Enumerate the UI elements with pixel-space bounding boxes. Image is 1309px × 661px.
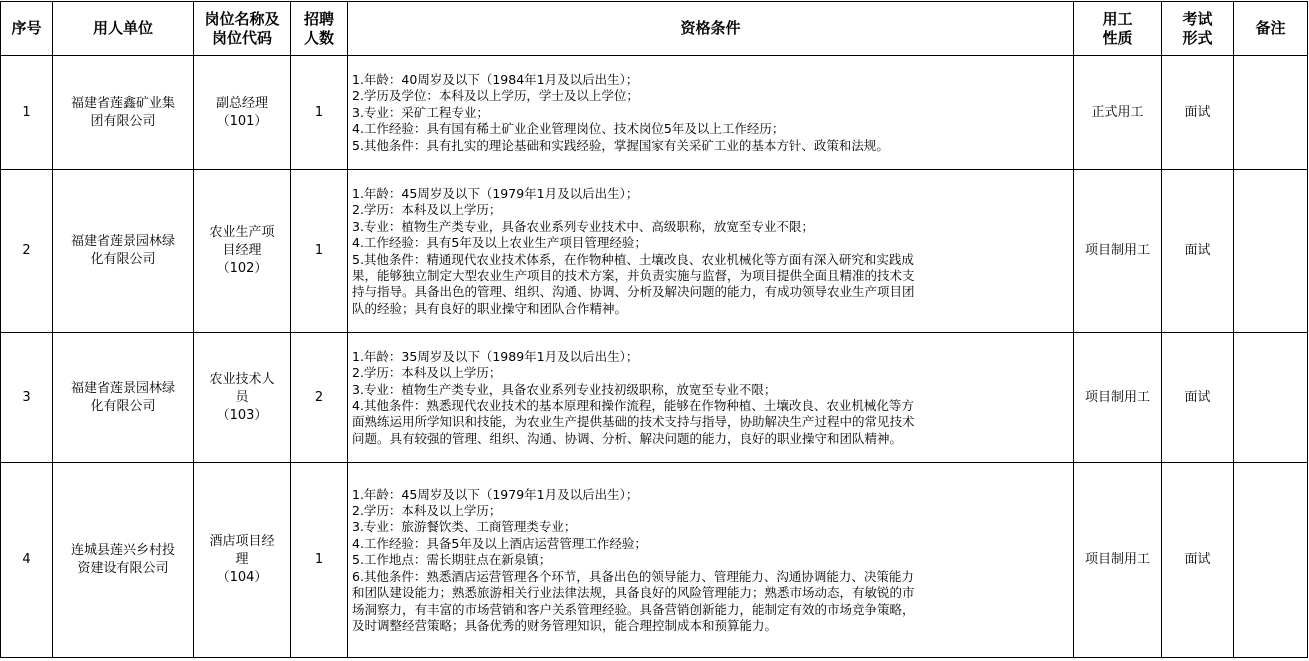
row-requirements: [348, 56, 1074, 170]
requirement-line: 4.其他条件：熟悉现代农业技术的基本原理和操作流程，能够在作物种植、土壤改良、农业机械化等方: [352, 398, 914, 413]
row-count: 1: [291, 463, 348, 658]
header-type-line: 性质: [1102, 28, 1133, 47]
requirement-line: 场洞察力，有丰富的市场营销和客户关系管理经验。具备营销创新能力，能制定有效的市场竞争策略，: [352, 601, 915, 617]
requirement-line: 5.工作地点：需长期驻点在新泉镇；: [352, 552, 552, 568]
header-seq: 序号: [1, 2, 53, 56]
row-requirements: [348, 170, 1074, 333]
header-position-line: 岗位名称及: [204, 9, 280, 28]
row-type: 项目制用工: [1074, 170, 1162, 333]
row-remarks: [1234, 333, 1308, 463]
requirement-line: 5.其他条件：具有扎实的理论基础和实践经验，掌握国家有关采矿工业的基本方针、政策和法规。: [352, 137, 889, 153]
header-exam-line: 考试: [1182, 9, 1213, 28]
requirement-line: 2.学历：本科及以上学历；: [352, 503, 502, 519]
requirement-line: 1.年龄：45周岁及以下（1979年1月及以后出生）；: [352, 185, 639, 201]
row-unit: [53, 170, 194, 333]
table-row: [1, 170, 1308, 333]
row-remarks: [1234, 56, 1308, 170]
header-requirements: 资格条件: [348, 2, 1074, 56]
row-count: 1: [291, 170, 348, 333]
header-type-line: 用工: [1102, 9, 1133, 28]
row-seq: 4: [1, 463, 53, 658]
row-position-line: 目经理: [222, 243, 262, 258]
requirement-line: 持与指导。具备出色的管理、组织、沟通、协调、分析及解决问题的能力，有成功领导农业生产项目团: [352, 284, 915, 300]
header-position-line: 岗位代码: [211, 28, 272, 47]
table-row: [1, 463, 1308, 658]
row-requirements: [348, 333, 1074, 463]
row-exam: 面试: [1162, 463, 1234, 658]
header-unit: 用人单位: [53, 2, 194, 56]
requirement-line: 2.学历：本科及以上学历；: [352, 365, 502, 381]
row-position: [194, 463, 291, 658]
requirement-line: 3.专业：采矿工程专业；: [352, 104, 489, 120]
requirement-line: 5.其他条件：精通现代农业技术体系，在作物种植、土壤改良、农业机械化等方面有深入研究和实践成: [352, 251, 914, 267]
row-type: 项目制用工: [1074, 463, 1162, 658]
recruitment-table: [0, 1, 1308, 658]
requirement-line: 3.专业：植物生产类专业，具备农业系列专业技术中、高级职称，放宽至专业不限；: [352, 218, 814, 234]
requirement-line: 6.其他条件：熟悉酒店运营管理各个环节，具备出色的领导能力、管理能力、沟通协调能力、决策能力: [352, 568, 914, 584]
requirement-line: 面熟练运用所学知识和技能，为农业生产提供基础的技术支持与指导，协助解决生产过程中的常见技术: [352, 414, 915, 430]
row-position-line: 农业技术人: [209, 371, 275, 387]
table-row: [1, 333, 1308, 463]
row-unit: [53, 56, 194, 170]
row-unit-line: 福建省莲景园林绿: [70, 380, 175, 396]
row-exam: 面试: [1162, 333, 1234, 463]
row-position-line: （103）: [216, 407, 268, 423]
row-requirements: [348, 463, 1074, 658]
row-position-line: 农业生产项: [209, 225, 275, 240]
row-position-line: （101）: [216, 113, 268, 129]
header-exam: [1162, 2, 1234, 56]
row-remarks: [1234, 463, 1308, 658]
row-unit-line: 资建设有限公司: [77, 561, 169, 576]
row-position-line: 酒店项目经: [209, 534, 275, 549]
header-exam-line: 形式: [1182, 28, 1213, 47]
header-type: [1074, 2, 1162, 56]
header-position: [194, 2, 291, 56]
header-row: [1, 2, 1308, 56]
row-position-line: 副总经理: [215, 95, 268, 111]
requirement-line: 4.工作经验：具有国有稀土矿业企业管理岗位、技术岗位5年及以上工作经历；: [352, 121, 785, 137]
row-unit-line: 福建省莲鑫矿业集: [70, 95, 175, 111]
row-position-line: 员: [235, 389, 249, 405]
requirement-line: 果，能够独立制定大型农业生产项目的技术方案，并负责实施与监督，为项目提供全面且精准的技术支: [352, 267, 915, 283]
row-position: [194, 56, 291, 170]
row-type: 正式用工: [1074, 56, 1162, 170]
requirement-line: 3.专业：植物生产类专业，具备农业系列专业技初级职称，放宽至专业不限；: [352, 381, 777, 397]
table-row: [1, 56, 1308, 170]
row-exam: 面试: [1162, 170, 1234, 333]
row-exam: 面试: [1162, 56, 1234, 170]
requirement-line: 及时调整经营策略；具备优秀的财务管理知识，能合理控制成本和预算能力。: [352, 617, 778, 633]
row-position-line: 理: [235, 552, 249, 567]
header-remarks: 备注: [1234, 2, 1308, 56]
requirement-line: 问题。具有较强的管理、组织、沟通、协调、分析、解决问题的能力，良好的职业操守和团队精神。: [352, 430, 903, 446]
row-type: 项目制用工: [1074, 333, 1162, 463]
row-position-line: （104）: [216, 570, 268, 585]
header-count: [291, 2, 348, 56]
requirement-line: 2.学历：本科及以上学历；: [352, 202, 502, 218]
header-count-line: 人数: [303, 28, 334, 47]
row-count: 1: [291, 56, 348, 170]
row-unit-line: 团有限公司: [90, 113, 156, 129]
row-remarks: [1234, 170, 1308, 333]
requirement-line: 4.工作经验：具有5年及以上农业生产项目管理经验；: [352, 235, 647, 251]
row-unit: [53, 333, 194, 463]
requirement-line: 2.学历及学位：本科及以上学历，学士及以上学位；: [352, 88, 639, 104]
requirement-line: 1.年龄：40周岁及以下（1984年1月及以后出生）；: [352, 71, 639, 87]
row-position: [194, 170, 291, 333]
requirement-line: 1.年龄：45周岁及以下（1979年1月及以后出生）；: [352, 486, 639, 502]
row-unit-line: 福建省莲景园林绿: [70, 234, 175, 249]
requirement-line: 3.专业：旅游餐饮类、工商管理类专业；: [352, 519, 577, 535]
row-unit-line: 连城县莲兴乡村投: [70, 543, 175, 558]
requirement-line: 队的经验；具有良好的职业操守和团队合作精神。: [352, 300, 628, 316]
row-unit-line: 化有限公司: [90, 398, 156, 414]
header-count-line: 招聘: [303, 9, 334, 28]
requirement-line: 和团队建设能力；熟悉旅游相关行业法律法规，具备良好的风险管理能力；熟悉市场动态，有敏锐的市: [352, 585, 915, 601]
row-seq: 1: [1, 56, 53, 170]
row-count: 2: [291, 333, 348, 463]
requirement-line: 1.年龄：35周岁及以下（1989年1月及以后出生）；: [352, 348, 639, 364]
row-position: [194, 333, 291, 463]
row-unit: [53, 463, 194, 658]
row-position-line: （102）: [216, 261, 268, 276]
requirement-line: 4.工作经验：具备5年及以上酒店运营管理工作经验；: [352, 535, 647, 551]
row-seq: 2: [1, 170, 53, 333]
row-seq: 3: [1, 333, 53, 463]
row-unit-line: 化有限公司: [90, 252, 156, 267]
